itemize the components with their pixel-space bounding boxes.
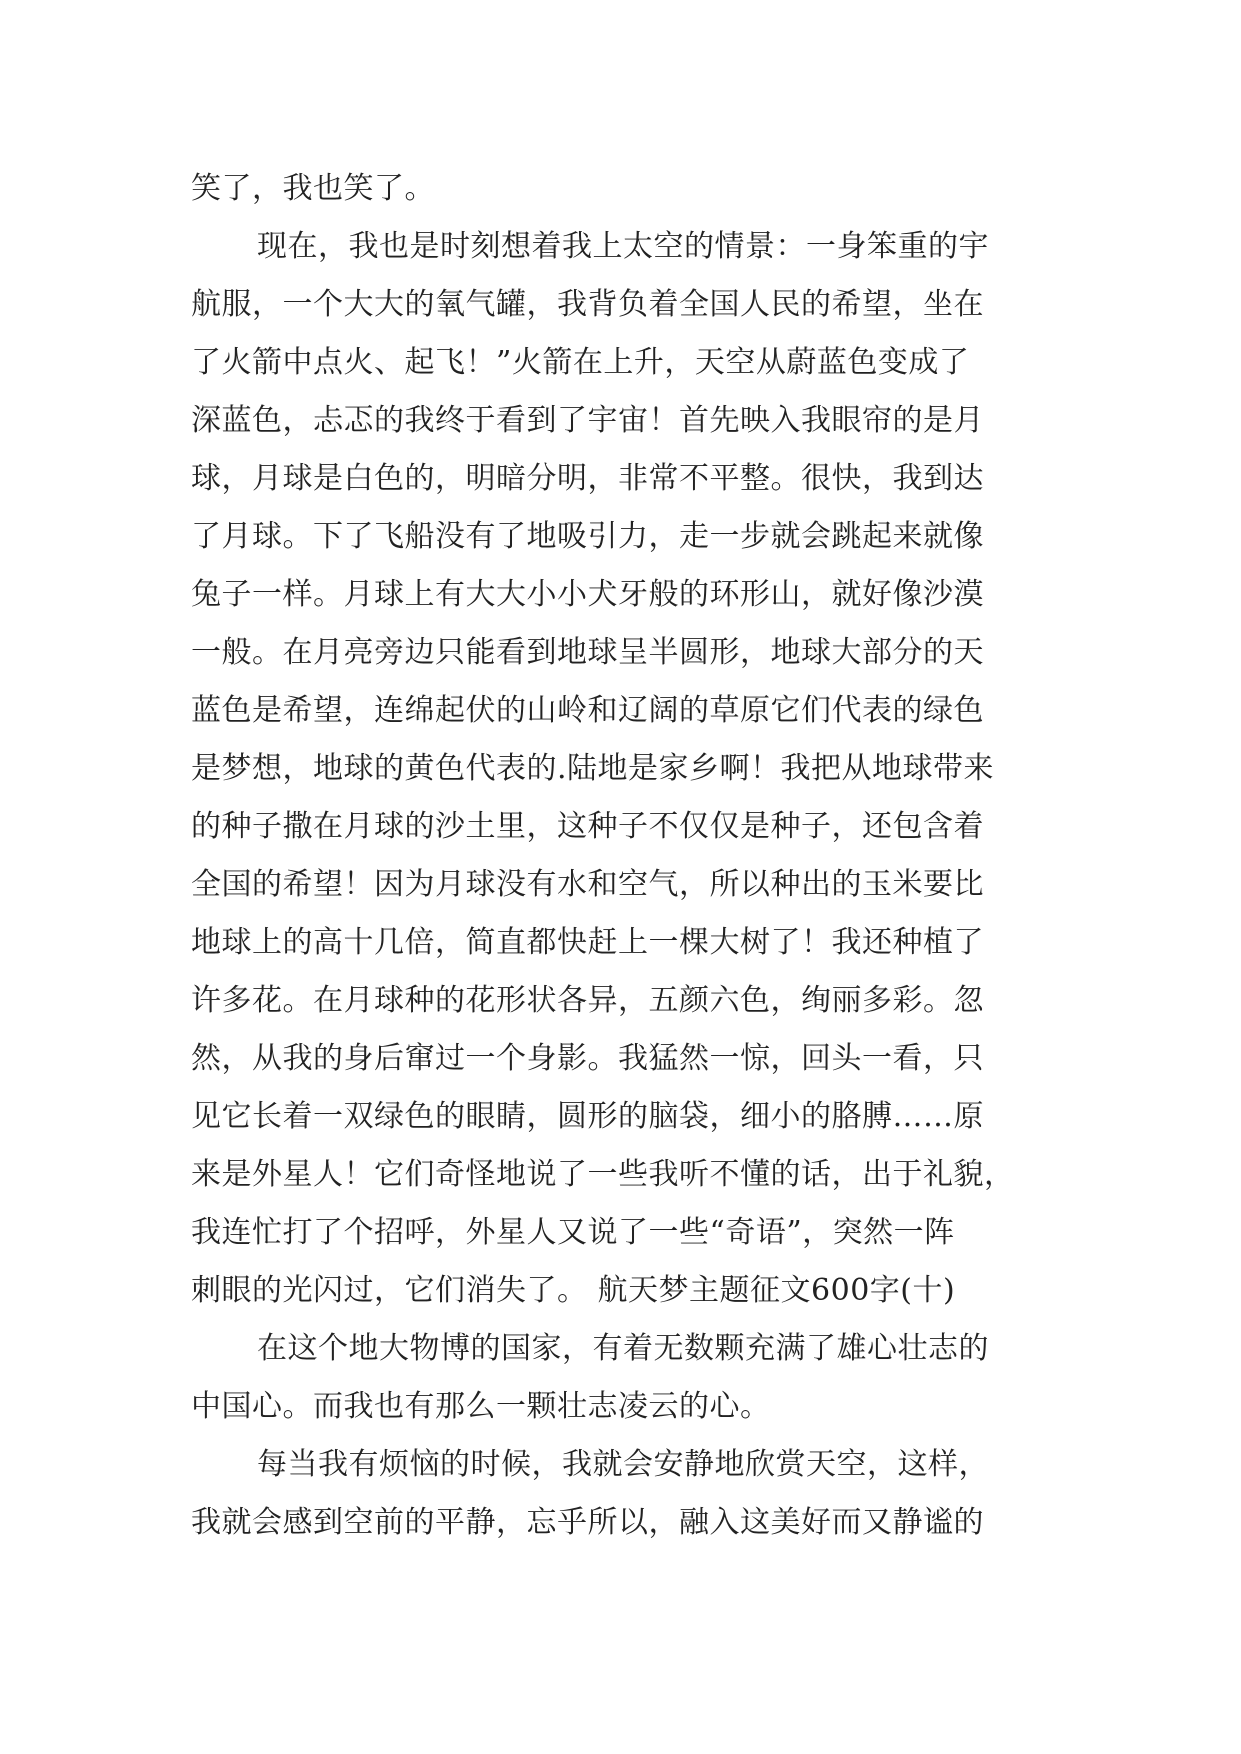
text-line: 了火箭中点火、起飞！”火箭在上升，天空从蔚蓝色变成了 <box>191 345 970 380</box>
paragraph-first-line: 在这个地大物博的国家，有着无数颗充满了雄心壮志的 <box>257 1331 989 1366</box>
text-line: 一般。在月亮旁边只能看到地球呈半圆形，地球大部分的天 <box>191 635 984 670</box>
text-line: 地球上的高十几倍，简直都快赶上一棵大树了！我还种植了 <box>191 925 984 960</box>
text-line: 了月球。下了飞船没有了地吸引力，走一步就会跳起来就像 <box>191 519 984 554</box>
text-line: 见它长着一双绿色的眼睛，圆形的脑袋，细小的胳膊……原 <box>191 1099 984 1134</box>
text-line: 球，月球是白色的，明暗分明，非常不平整。很快，我到达 <box>191 461 984 496</box>
text-line: 全国的希望！因为月球没有水和空气，所以种出的玉米要比 <box>191 867 984 902</box>
paragraph-first-line: 现在，我也是时刻想着我上太空的情景：一身笨重的宇 <box>257 229 989 264</box>
text-line: 深蓝色，忐忑的我终于看到了宇宙！首先映入我眼帘的是月 <box>191 403 984 438</box>
text-line: 笑了，我也笑了。 <box>191 171 435 206</box>
text-line: 蓝色是希望，连绵起伏的山岭和辽阔的草原它们代表的绿色 <box>191 693 984 728</box>
text-line: 的种子撒在月球的沙土里，这种子不仅仅是种子，还包含着 <box>191 809 984 844</box>
text-line: 航服，一个大大的氧气罐，我背负着全国人民的希望，坐在 <box>191 287 984 322</box>
text-line: 来是外星人！它们奇怪地说了一些我听不懂的话，出于礼貌， <box>191 1157 1015 1192</box>
text-line: 然，从我的身后窜过一个身影。我猛然一惊，回头一看，只 <box>191 1041 984 1076</box>
text-line: 是梦想，地球的黄色代表的.陆地是家乡啊！我把从地球带来 <box>191 751 995 786</box>
text-line: 我就会感到空前的平静，忘乎所以，融入这美好而又静谧的 <box>191 1505 984 1540</box>
text-line: 兔子一样。月球上有大大小小犬牙般的环形山，就好像沙漠 <box>191 577 984 612</box>
paragraph-first-line: 每当我有烦恼的时候，我就会安静地欣赏天空，这样， <box>257 1447 989 1482</box>
text-line-with-section-title: 刺眼的光闪过，它们消失了。 航天梦主题征文600字(十) <box>191 1273 956 1308</box>
text-line: 中国心。而我也有那么一颗壮志凌云的心。 <box>191 1389 771 1424</box>
text-line: 我连忙打了个招呼，外星人又说了一些“奇语”，突然一阵 <box>191 1215 955 1250</box>
text-line: 许多花。在月球种的花形状各异，五颜六色，绚丽多彩。忽 <box>191 983 984 1018</box>
